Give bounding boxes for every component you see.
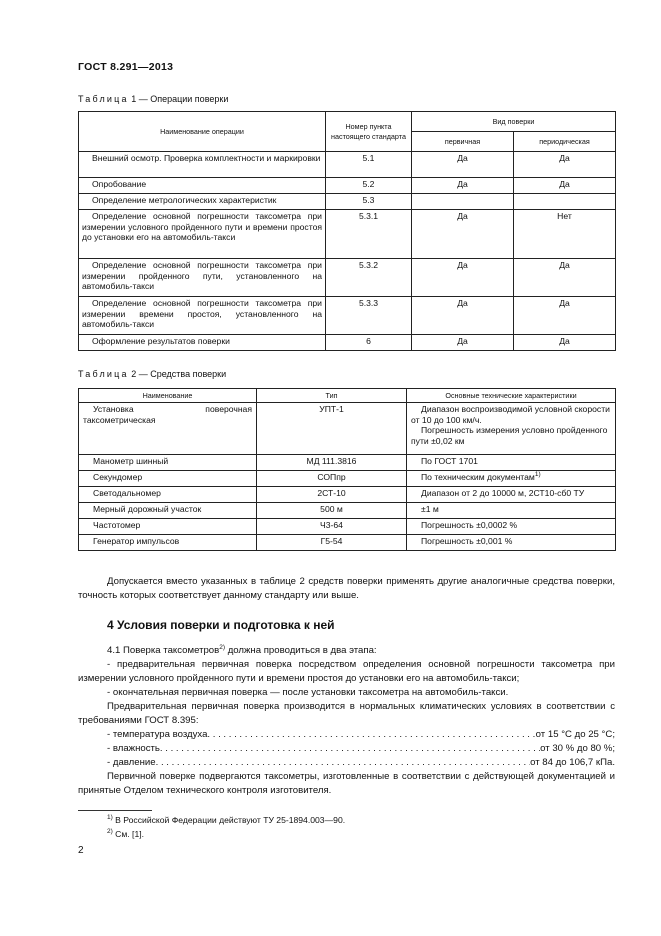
tool-specs-cell: По ГОСТ 1701 (407, 455, 616, 471)
table-row (79, 519, 616, 535)
condition-value: от 30 % до 80 %; (540, 743, 615, 754)
list-item: - окончательная первичная поверка — после установки таксометра на автомобиль-такси. (107, 687, 509, 698)
condition-value: от 15 °С до 25 °С; (535, 729, 615, 740)
tool-specs-cell: Диапазон от 2 до 10000 м, 2СТ10-сб0 ТУ (407, 487, 616, 503)
table-row (79, 487, 616, 503)
tool-specs-cell (407, 471, 616, 487)
table-header-row (79, 112, 616, 132)
table-row (79, 210, 616, 259)
footnote-2 (107, 829, 144, 839)
footnote-text: В Российской Федерации действуют ТУ 25-1894.003—90. (112, 815, 346, 825)
table-row (79, 194, 616, 210)
operation-name-cell: Оформление результатов поверки (79, 335, 326, 351)
table-row (79, 152, 616, 178)
periodic-cell: Да (514, 178, 616, 194)
point-cell: 5.3 (326, 194, 412, 210)
tool-type-cell: УПТ-1 (257, 403, 407, 455)
condition-label: - влажность (107, 743, 160, 754)
periodic-cell: Да (514, 259, 616, 297)
condition-value: от 84 до 106,7 кПа. (530, 757, 615, 768)
section-4-body (78, 644, 615, 798)
table-row (79, 259, 616, 297)
point-cell: 6 (326, 335, 412, 351)
table-header-row (79, 389, 616, 403)
operation-name-cell: Определение основной погрешности таксометра при измерении времени простоя, установленного на автомобиль-такси (79, 297, 326, 335)
operation-name-cell: Внешний осмотр. Проверка комплектности и маркировки (79, 152, 326, 178)
spec-text: По техническим документам (421, 472, 535, 482)
col-header-periodic: периодическая (514, 132, 616, 152)
tool-specs-cell: ±1 м (407, 503, 616, 519)
paragraph-text: 4.1 Поверка таксометров (107, 645, 220, 656)
point-cell: 5.3.2 (326, 259, 412, 297)
operation-name-cell: Определение метрологических характеристик (79, 194, 326, 210)
col-header-primary: первичная (412, 132, 514, 152)
point-cell: 5.1 (326, 152, 412, 178)
condition-row (107, 756, 615, 770)
tool-specs-cell (407, 403, 616, 455)
tool-type-cell: МД 111.3816 (257, 455, 407, 471)
table-row (79, 178, 616, 194)
paragraph-primary-verification: Первичной поверке подвергаются таксометры, изготовленные в соответствии с действующей документацией и принятые Отделом технического контроля изготовителя. (78, 771, 615, 796)
table-row (79, 471, 616, 487)
tool-name-cell: Генератор импульсов (79, 535, 257, 551)
conditions-list (78, 728, 615, 770)
primary-cell: Да (412, 335, 514, 351)
paragraph-4-1 (78, 644, 615, 658)
primary-cell: Да (412, 152, 514, 178)
footnote-mark: 2) (219, 643, 226, 651)
dot-leader (207, 728, 535, 742)
verification-tools-table (78, 388, 616, 551)
periodic-cell: Да (514, 335, 616, 351)
operation-name-cell: Определение основной погрешности таксометра при измерении пройденного пути, установленного на автомобиль-такси (79, 259, 326, 297)
spec-line: Диапазон воспроизводимой условной скорости от 10 до 100 км/ч. (411, 404, 610, 425)
tool-name-cell: Светодальномер (79, 487, 257, 503)
condition-row (107, 742, 615, 756)
condition-row (107, 728, 615, 742)
table2-caption (78, 369, 226, 379)
table2-caption-rest: 2 — Средства поверки (128, 369, 227, 379)
point-cell: 5.3.3 (326, 297, 412, 335)
primary-cell (412, 194, 514, 210)
col-header-point-number: Номер пункта настоящего стандарта (326, 112, 412, 152)
table2-caption-word: Таблица (78, 369, 129, 379)
tool-name-cell: Частотомер (79, 519, 257, 535)
tool-name-cell: Мерный дорожный участок (79, 503, 257, 519)
tool-specs-cell: Погрешность ±0,001 % (407, 535, 616, 551)
footnote-mark: 1) (534, 471, 541, 479)
paragraph-alternative-tools (78, 575, 615, 603)
footnote-mark: 2) (107, 828, 113, 836)
section-4-title: 4 Условия поверки и подготовка к ней (107, 618, 335, 632)
condition-label: - давление (107, 757, 156, 768)
primary-cell: Да (412, 259, 514, 297)
table1-caption (78, 94, 228, 104)
spec-line: Погрешность измерения условно пройденного пути ±0,02 км (411, 425, 608, 447)
paragraph-climate: Предварительная первичная поверка производится в нормальных климатических условиях в соответствии с требованиями ГОСТ 8.395: (78, 701, 615, 726)
tool-name-cell: Секундомер (79, 471, 257, 487)
col-header-specs: Основные технические характеристики (407, 389, 616, 403)
operation-name-cell: Опробование (79, 178, 326, 194)
operations-table (78, 111, 616, 351)
condition-label: - температура воздуха (107, 729, 208, 740)
list-item: - предварительная первичная поверка посредством определения основной погрешности таксометра при измерении условного пройденного пути и времени простоя до установки его на автомобиль-такси; (78, 659, 615, 684)
paragraph-text: должна проводиться в два этапа: (225, 645, 377, 656)
primary-cell: Да (412, 297, 514, 335)
periodic-cell (514, 194, 616, 210)
table-row (79, 503, 616, 519)
periodic-cell: Да (514, 152, 616, 178)
table-row (79, 455, 616, 471)
table1-caption-word: Таблица (78, 94, 129, 104)
footnote-1 (107, 815, 345, 825)
primary-cell: Да (412, 210, 514, 259)
point-cell: 5.3.1 (326, 210, 412, 259)
point-cell: 5.2 (326, 178, 412, 194)
primary-cell: Да (412, 178, 514, 194)
tool-type-cell: 500 м (257, 503, 407, 519)
document-header: ГОСТ 8.291—2013 (78, 61, 174, 73)
col-header-type: Тип (257, 389, 407, 403)
page-number: 2 (78, 845, 84, 856)
dot-leader (160, 742, 540, 756)
table1-caption-rest: 1 — Операции поверки (128, 94, 229, 104)
table-row (79, 403, 616, 455)
tool-type-cell: 2СТ-10 (257, 487, 407, 503)
col-header-name: Наименование (79, 389, 257, 403)
tool-type-cell: Ч3-64 (257, 519, 407, 535)
table-row (79, 335, 616, 351)
col-header-operation-name: Наименование операции (79, 112, 326, 152)
table-row (79, 297, 616, 335)
periodic-cell: Да (514, 297, 616, 335)
periodic-cell: Нет (514, 210, 616, 259)
dot-leader (156, 756, 531, 770)
footnote-text: См. [1]. (112, 829, 145, 839)
operation-name-cell: Определение основной погрешности таксометра при измерении условного пройденного пути и времени простоя до установки его на автомобиль-такси (79, 210, 326, 259)
col-header-verification-kind: Вид поверки (412, 112, 616, 132)
tool-name-cell: Установка поверочная таксометрическая (79, 403, 257, 455)
paragraph-text: Допускается вместо указанных в таблице 2 средств поверки применять другие аналогичные средства поверки, точность которых соответствует данному стандарту или выше. (78, 576, 615, 601)
tool-type-cell: СОПпр (257, 471, 407, 487)
table-row (79, 535, 616, 551)
footnote-mark: 1) (107, 814, 113, 822)
tool-name-cell: Манометр шинный (79, 455, 257, 471)
tool-specs-cell: Погрешность ±0,0002 % (407, 519, 616, 535)
tool-type-cell: Г5-54 (257, 535, 407, 551)
footnote-divider (78, 810, 152, 811)
